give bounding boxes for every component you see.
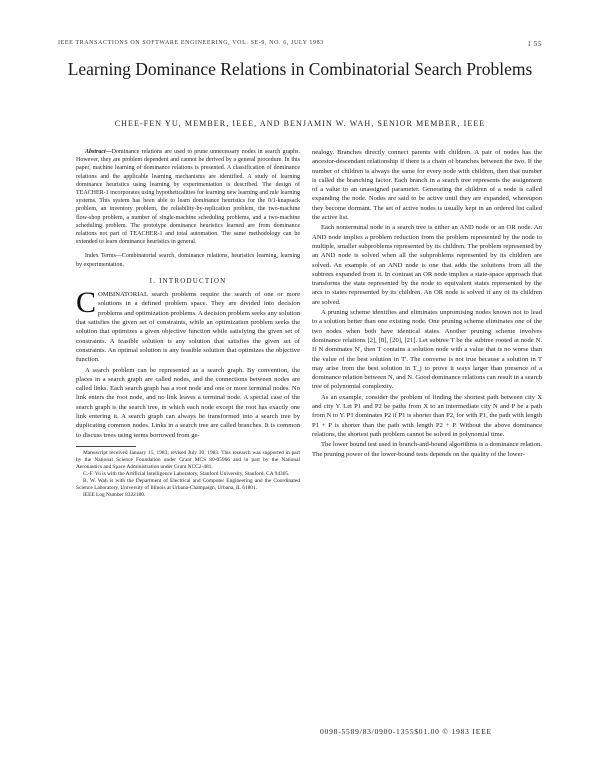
index-terms: Index Terms—Combinatorial search, dominance relations, heuristics learning, learning by experimentation. bbox=[76, 253, 300, 268]
drop-cap: C bbox=[76, 286, 97, 320]
author-line: CHEE-FEN YU, MEMBER, IEEE, AND BENJAMIN W. WAH, SENIOR MEMBER, IEEE bbox=[114, 119, 486, 128]
footnote-manuscript: Manuscript received January 15, 1983; revised July 30, 1983. This research was supported in part by the National Science Foundation under Grant MCS 80-05966 and in part by the National Aeronautics and Space Administration under Grant NCC2-481. bbox=[76, 449, 300, 470]
body-paragraph-1: nealogy. Branches directly connect parents with children. A pair of nodes has the ancestor-descendant relationship if there is a chain of branches between the two. If the number of children is always the same for every node with children, then that number is called the branching factor. Each branch in a search tree represents the assignment of a value to an unassigned parameter. Generating the children of a node is called expanding the node. Nodes are said to be active until they are expanded, whereupon they become dormant. The set of active nodes is usually kept in an ordered list called the active list. bbox=[312, 149, 542, 222]
footnote-author-wah: B. W. Wah is with the Department of Electrical and Computer Engineering and the Coordinated Science Laboratory, University of Illinois at Urbana-Champaign, Urbana, IL 61801. bbox=[76, 477, 300, 491]
body-paragraph-5: The lower bound test used in branch-and-bound algorithms is a dominance relation. The pruning power of the lower-bound tests depends on the quality of the lower- bbox=[312, 441, 542, 458]
body-paragraph-2: Each nonterminal node in a search tree is either an AND node or an OR node. An AND node implies a problem reduction from the problem represented by the node to multiple, smaller subproblems represented by its children. The problem represented by an AND node is solved when all the subproblems represented by its children are solved. An example of an AND node is one that adds the solutions from all the subtrees expanded from it. In contrast an OR node implies a state-space approach that transforms the state represented by the node to equivalent states represented by the arcs to states represented by its children. An OR node is solved if any of its children are solved. bbox=[312, 224, 542, 306]
footnote-log-number: IEEE Log Number 8322180. bbox=[83, 491, 146, 498]
running-header bbox=[58, 40, 542, 50]
intro-paragraph-1-text: OMBINATORIAL search problems require the search of one or more solutions in a defined problem space. They are divided into decision problems and optimization problems. A decision problem seeks any solution that satisfies the given set of constraints, while an optimization problem seeks the solution that optimizes a given objective function while satisfying the given set of constraints. A feasible solution is any solution that satisfies the given set of constraints. An optimal solution is any feasible solution that optimizes the objective function. bbox=[76, 291, 300, 364]
section-heading: I. INTRODUCTION bbox=[149, 276, 227, 285]
abstract bbox=[76, 148, 300, 246]
body-paragraph-3: A pruning scheme identifies and eliminates unpromising nodes known not to lead to a solution better than one existing node. One pruning scheme eliminates one of the two nodes when both have identical states. Another pruning scheme involves dominance relations [2], [8], [20], [21]. Let subtree T be the subtree rooted at node N. If N dominates N', then T contains a solution node with a value that is no worse than the value of the best solution in T'. The converse is not true because a solution in T may arise from the best solution in T_j to prove it ways larger than presence of a dominance relation between N, and N. Good dominance relations can result in a search tree of polynomial complexity. bbox=[312, 309, 542, 391]
footnote-rule bbox=[76, 446, 136, 447]
journal-line: IEEE TRANSACTIONS ON SOFTWARE ENGINEERING, VOL. SE-9, NO. 6, JULY 1983 bbox=[58, 40, 324, 46]
left-column bbox=[76, 148, 300, 499]
abstract-text: Dominance relations are used to prune unnecessary nodes in search graphs. However, they are problem dependent and cannot be derived by a general procedure. In this paper, machine learning of dominance relations is presented. A classification of dominance relations and the applicable learning mechanisms are identified. A study of learning dominance heuristics using learning by experimentation is described. The design of TEACHER-1 incorporates using hypotheticalities for learning new learning and rule learning systems. This system has been able to learn dominance heuristics for the 0/1-knapsack problem, an inventory problem, the reliability-by-replication problem, the two-machine flow-shop problem, a number of single-machine scheduling problems, and a two-machine scheduling problem. The prototype dominance heuristics learned are from dominance relations not part of TEACHER-1 and total automation. The same methodology can be extended to learn dominance heuristics in general. bbox=[76, 149, 300, 246]
footnotes bbox=[76, 450, 300, 499]
abstract-lead: Abstract— bbox=[85, 149, 112, 155]
body-paragraph-4: As an example, consider the problem of finding the shortest path between city X and city Y. Let P1 and P2 be paths from X to an intermediate city N and P be a path from N to Y. P1 dominates P2 if P1 is shorter than P2, for with P1, the path with length P1 + P is shorter than the path with length P2 + P. Without the above dominance relations, the shortest path problem cannot be solved in polynomial time. bbox=[312, 393, 542, 438]
intro-paragraph-2: A search problem can be represented as a search graph. By convention, the places in a search graph are called nodes, and the connections between nodes are called links. Each search graph has a root node and one or more terminal nodes. No link enters the root node, and no link leaves a terminal node. A special case of the search graph is the search tree, in which each node except the root has exactly one link entering it. A search graph can always be transformed into a search tree by duplicating common nodes. Links in a search tree are called branches. It is common to discuss trees using terms borrowed from ge- bbox=[76, 366, 300, 439]
page-number: 1 55 bbox=[527, 40, 542, 48]
intro-paragraph-1 bbox=[76, 286, 300, 364]
copyright-line: 0098-5589/83/0900-1355$01.00 © 1983 IEEE bbox=[320, 727, 492, 736]
footnote-author-yu: C.-F. Yu is with the Artificial Intelligence Laboratory, Stanford University, Stanford, CA 94305. bbox=[83, 470, 290, 477]
paper-title: Learning Dominance Relations in Combinatorial Search Problems bbox=[67, 59, 533, 79]
right-column bbox=[312, 148, 542, 460]
